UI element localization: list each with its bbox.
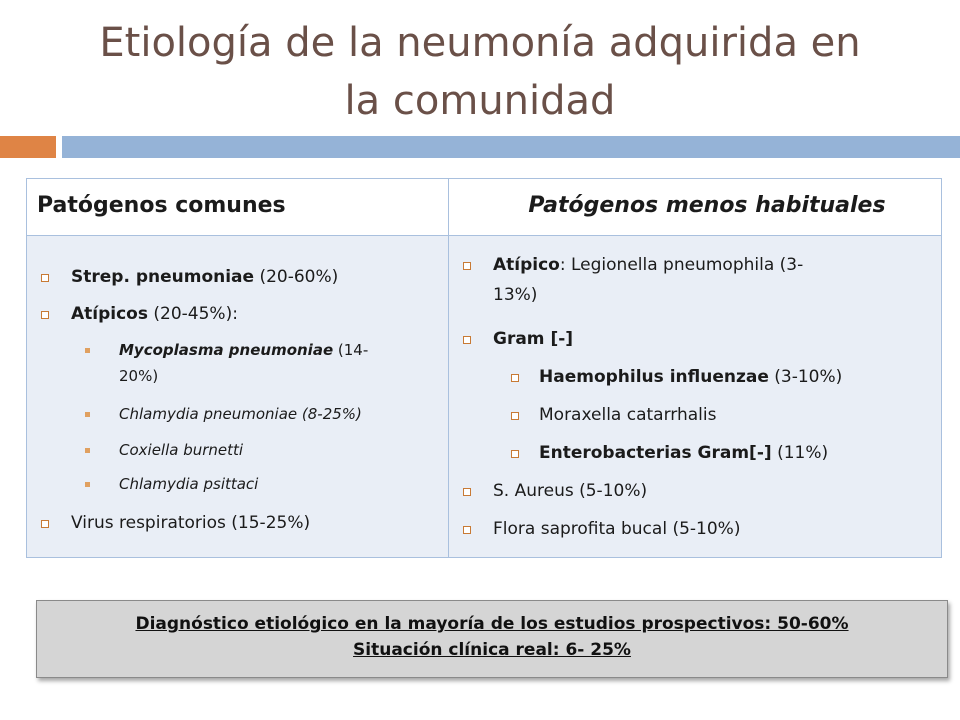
atipico-text-2: 13%) [493, 285, 538, 305]
chlamydia-psittaci-text: Chlamydia psittaci [119, 475, 259, 493]
banner-line-1: Diagnóstico etiológico en la mayoría de los estudios prospectivos: 50-60% [135, 614, 849, 634]
square-bullet-icon [511, 450, 519, 458]
saureus-text: S. Aureus (5-10%) [493, 481, 648, 501]
atipicos-name: Atípicos [71, 304, 148, 324]
moraxella-text: Moraxella catarrhalis [539, 405, 717, 425]
small-bullet-icon [85, 448, 90, 453]
flora-text: Flora saprofita bucal (5-10%) [493, 519, 741, 539]
small-bullet-icon [85, 412, 90, 417]
accent-bar-orange [0, 136, 56, 158]
mycoplasma-pct-2: 20%) [119, 367, 159, 385]
atipicos-percentage: (20-45%): [153, 304, 238, 324]
strep-name: Strep. pneumoniae [71, 267, 255, 287]
square-bullet-icon [41, 520, 49, 528]
square-bullet-icon [41, 311, 49, 319]
mycoplasma-name: Mycoplasma pneumoniae [119, 341, 334, 359]
small-bullet-icon [85, 482, 90, 487]
strep-percentage: (20-60%) [259, 267, 339, 287]
column-divider [448, 179, 449, 557]
gram-neg-text: Gram [-] [493, 329, 574, 349]
enterobacterias-name: Enterobacterias Gram[-] [539, 443, 772, 463]
square-bullet-icon [41, 274, 49, 282]
table-header [27, 179, 941, 236]
atipico-text-1: : Legionella pneumophila (3- [559, 255, 804, 275]
slide-title [40, 14, 920, 130]
small-bullet-icon [85, 348, 90, 353]
haemophilus-percentage: (3-10%) [774, 367, 843, 387]
mycoplasma-pct-1: (14- [337, 341, 369, 359]
title-line-2: la comunidad [344, 78, 616, 124]
chlamydia-pneumoniae-text: Chlamydia pneumoniae (8-25%) [119, 405, 362, 423]
atipico-label: Atípico [493, 255, 560, 275]
diagnosis-banner [36, 600, 948, 678]
enterobacterias-percentage: (11%) [777, 443, 829, 463]
banner-line-2: Situación clínica real: 6- 25% [353, 640, 631, 660]
square-bullet-icon [511, 374, 519, 382]
square-bullet-icon [463, 336, 471, 344]
accent-bar-blue [62, 136, 960, 158]
square-bullet-icon [463, 488, 471, 496]
coxiella-text: Coxiella burnetti [119, 441, 244, 459]
square-bullet-icon [463, 262, 471, 270]
square-bullet-icon [511, 412, 519, 420]
haemophilus-name: Haemophilus influenzae [539, 367, 769, 387]
virus-text: Virus respiratorios (15-25%) [71, 513, 311, 533]
square-bullet-icon [463, 526, 471, 534]
header-less-common-pathogens: Patógenos menos habituales [528, 193, 886, 218]
header-common-pathogens: Patógenos comunes [37, 193, 286, 218]
title-line-1: Etiología de la neumonía adquirida en [99, 20, 861, 66]
pathogen-table [26, 178, 942, 558]
